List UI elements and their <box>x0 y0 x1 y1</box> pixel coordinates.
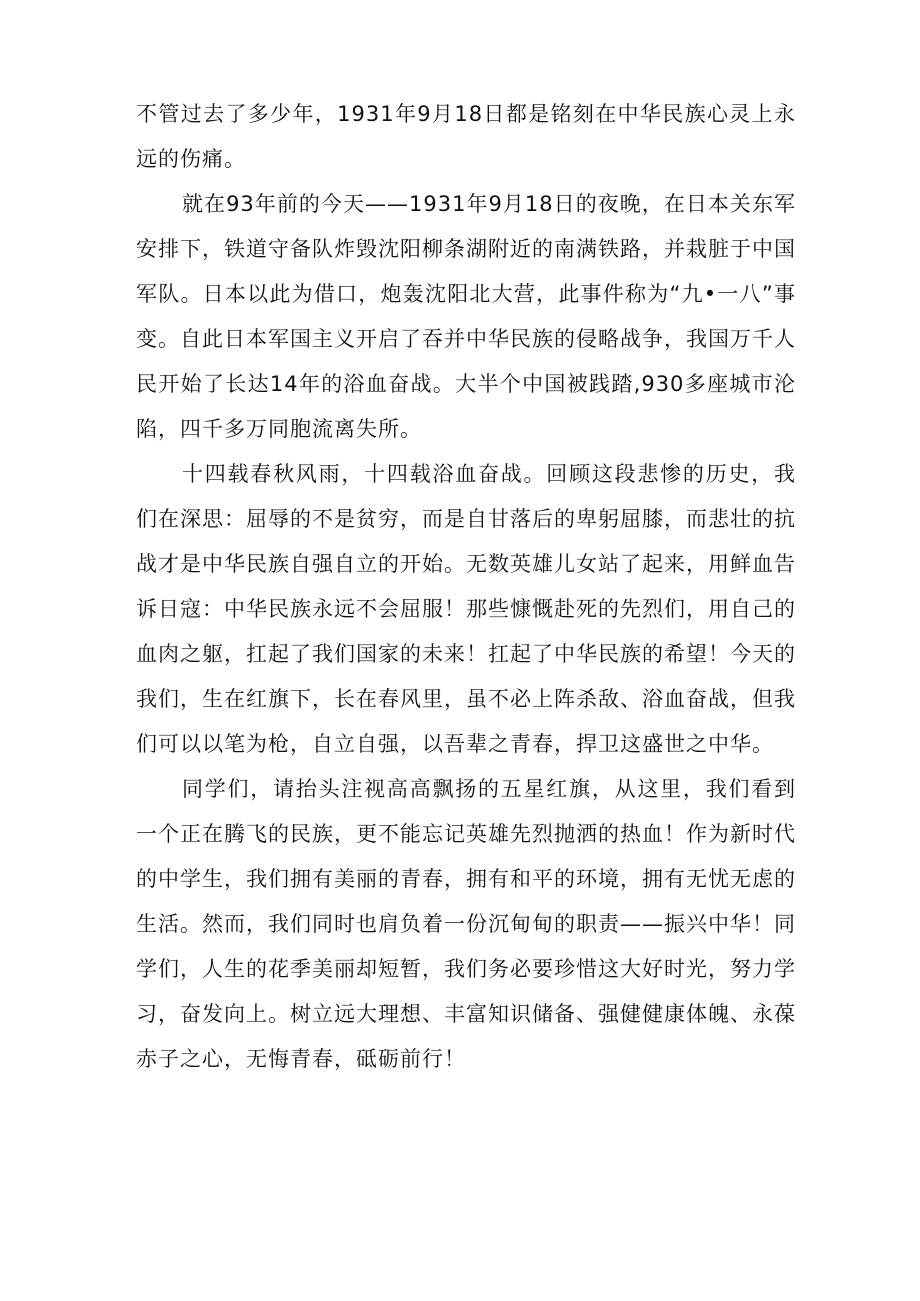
document-body <box>136 92 796 1082</box>
paragraph-3: 十四载春秋风雨，十四载浴血奋战。回顾这段悲惨的历史，我们在深思：屈辱的不是贫穷，而是自甘落后的卑躬屈膝，而悲壮的抗战才是中华民族自强自立的开始。无数英雄儿女站了起来，用鲜血告诉日寇：中华民族永远不会屈服！那些慷慨赴死的先烈们，用自己的血肉之躯，扛起了我们国家的未来！扛起了中华民族的希望！今天的我们，生在红旗下，长在春风里，虽不必上阵杀敌、浴血奋战，但我们可以以笔为枪，自立自强，以吾辈之青春，捍卫这盛世之中华。 <box>136 462 796 756</box>
paragraph-2: 就在93年前的今天——1931年9月18日的夜晚，在日本关东军安排下，铁道守备队炸毁沈阳柳条湖附近的南满铁路，并栽脏于中国军队。日本以此为借口，炮轰沈阳北大营，此事件称为“九•一八”事变。自此日本军国主义开启了吞并中华民族的侵略战争，我国万千人民开始了长达14年的浴血奋战。大半个中国被践踏,930多座城市沦陷，四千多万同胞流离失所。 <box>136 192 796 441</box>
paragraph-4: 同学们，请抬头注视高高飘扬的五星红旗，从这里，我们看到一个正在腾飞的民族，更不能忘记英雄先烈抛洒的热血！作为新时代的中学生，我们拥有美丽的青春，拥有和平的环境，拥有无忧无虑的生活。然而，我们同时也肩负着一份沉甸甸的职责——振兴中华！同学们，人生的花季美丽却短暂，我们务必要珍惜这大好时光，努力学习，奋发向上。树立远大理想、丰富知识储备、强健健康体魄、永葆赤子之心，无悔青春，砥砺前行！ <box>136 777 796 1071</box>
paragraph-1: 不管过去了多少年，1931年9月18日都是铭刻在中华民族心灵上永远的伤痛。 <box>136 102 796 171</box>
